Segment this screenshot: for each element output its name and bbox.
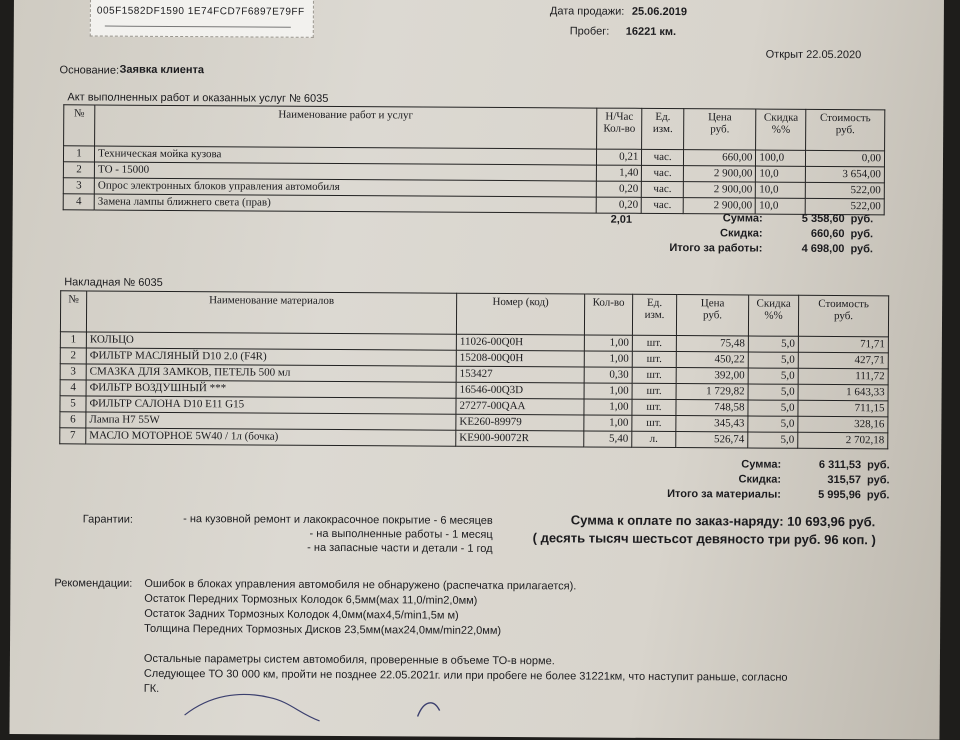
materials-total-currency: руб. bbox=[866, 489, 890, 502]
sale-date-label: Дата продажи: bbox=[549, 5, 625, 18]
materials-sum-value: 6 311,53 bbox=[818, 458, 862, 472]
works-discount-value: 660,60 bbox=[810, 227, 845, 241]
recommendation-line: Ошибок в блоках управления автомобиля не обнаружено (распечатка прилагается). bbox=[144, 577, 577, 593]
invoice-sheet bbox=[9, 0, 944, 740]
recommendation-line: Остальные параметры систем автомобиля, проверенные в объеме ТО-в норме. bbox=[143, 652, 555, 668]
materials-header-row bbox=[60, 291, 888, 337]
materials-sum-currency: руб. bbox=[867, 459, 890, 472]
table-row: 4 Замена лампы ближнего света (прав) 0,20 час. 2 900,00 10,0 522,00 bbox=[63, 194, 884, 215]
warranty-line: - на выполненные работы - 1 месяц bbox=[309, 527, 493, 541]
works-act-title: Акт выполненных работ и оказанных услуг № 6035 bbox=[67, 91, 329, 105]
materials-table bbox=[59, 290, 889, 449]
materials-total-label: Итого за материалы: bbox=[667, 487, 781, 501]
opened-date: Открыт 22.05.2020 bbox=[765, 48, 862, 62]
works-discount-label: Скидка: bbox=[720, 227, 763, 240]
works-table bbox=[63, 104, 886, 215]
works-discount-currency: руб. bbox=[850, 228, 874, 241]
col-hours: Н/Час Кол-во bbox=[596, 108, 642, 149]
col-name: Наименование работ и услуг bbox=[95, 105, 597, 149]
table-row: 7 МАСЛО МОТОРНОЕ 5W40 / 1л (бочка) KE900-90072R 5,40 л. 526,74 5,0 2 702,18 bbox=[60, 428, 888, 449]
works-sum-currency: руб. bbox=[850, 213, 874, 226]
warranty-line: - на кузовной ремонт и лакокрасочное покрытие - 6 месяцев bbox=[183, 513, 493, 527]
recommendation-line: ГК. bbox=[143, 682, 160, 695]
col-discount: Скидка %% bbox=[748, 295, 798, 336]
table-row: 2 ТО - 15000 1,40 час. 2 900,00 10,0 3 654,00 bbox=[63, 162, 884, 183]
works-total-label: Итого за работы: bbox=[669, 242, 763, 255]
barcode-label bbox=[90, 0, 314, 38]
works-sum-value: 5 358,60 bbox=[801, 212, 845, 226]
table-row: 1 Техническая мойка кузова 0,21 час. 660,00 100,0 0,00 bbox=[63, 146, 884, 167]
warranty-line: - на запасные части и детали - 1 год bbox=[307, 541, 493, 555]
sale-date-value: 25.06.2019 bbox=[631, 5, 688, 19]
materials-discount-value: 315,57 bbox=[827, 473, 862, 487]
works-sum-label: Сумма: bbox=[722, 212, 763, 225]
mileage-value: 16221 км. bbox=[625, 25, 677, 39]
warranty-label: Гарантии: bbox=[82, 513, 133, 526]
recommendation-line: Толщина Передних Тормозных Дисков 23,5мм(мах24,0мм/min22,0мм) bbox=[144, 622, 502, 637]
col-no: № bbox=[60, 291, 86, 332]
payment-total-words: ( десять тысяч шестьсот девяносто три руб. 96 коп. ) bbox=[532, 530, 876, 548]
recommendation-line: Остаток Передних Тормозных Колодок 6,5мм(мах 11,0/min2,0мм) bbox=[144, 592, 478, 607]
works-header-row bbox=[64, 105, 885, 151]
col-price: Цена руб. bbox=[676, 295, 748, 336]
recommendation-line: Следующее ТО 30 000 км, пройти не позднее 22.05.2021г. или при пробеге не более 31221км, что наступит раньше, согласно bbox=[143, 667, 788, 684]
payment-total: Сумма к оплате по заказ-наряду: 10 693,96 руб. bbox=[570, 512, 876, 530]
recommendations-label: Рекомендации: bbox=[54, 577, 133, 590]
col-discount: Скидка %% bbox=[756, 109, 806, 150]
col-price: Цена руб. bbox=[683, 109, 756, 150]
col-cost: Стоимость руб. bbox=[806, 109, 885, 150]
document-code: 005F1582DF1590 1E74FCD7F6897E79FF bbox=[96, 5, 305, 18]
works-hours-total: 2,01 bbox=[610, 213, 633, 226]
stamp-stroke bbox=[414, 696, 444, 722]
materials-sum-label: Сумма: bbox=[741, 458, 782, 471]
table-row: 3 СМАЗКА ДЛЯ ЗАМКОВ, ПЕТЕЛЬ 500 мл 153427 0,30 шт. 392,00 5,0 111,72 bbox=[60, 364, 888, 385]
works-total-currency: руб. bbox=[850, 243, 874, 256]
code-underline bbox=[105, 26, 291, 28]
table-row: 4 ФИЛЬТР ВОЗДУШНЫЙ *** 16546-00Q3D 1,00 шт. 1 729,82 5,0 1 643,33 bbox=[60, 380, 888, 401]
col-no: № bbox=[64, 105, 95, 146]
table-row: 2 ФИЛЬТР МАСЛЯНЫЙ D10 2.0 (F4R) 15208-00Q0H 1,00 шт. 450,22 5,0 427,71 bbox=[60, 348, 888, 369]
table-row: 5 ФИЛЬТР САЛОНА D10 E11 G15 27277-00QAA 1,00 шт. 748,58 5,0 711,15 bbox=[60, 396, 888, 417]
mileage-label: Пробег: bbox=[569, 25, 610, 38]
table-row: 3 Опрос электронных блоков управления автомобиля 0,20 час. 2 900,00 10,0 522,00 bbox=[63, 178, 884, 199]
basis-value: Заявка клиента bbox=[119, 63, 205, 77]
table-row: 6 Лампа H7 55W KE260-89979 1,00 шт. 345,43 5,0 328,16 bbox=[60, 412, 888, 433]
col-unit: Ед. изм. bbox=[632, 294, 676, 335]
materials-discount-label: Скидка: bbox=[738, 473, 782, 486]
works-total-value: 4 698,00 bbox=[801, 242, 845, 256]
recommendation-line: Остаток Задних Тормозных Колодок 4,0мм(мах4,5/min1,5м м) bbox=[144, 607, 459, 622]
materials-total-value: 5 995,96 bbox=[818, 488, 861, 502]
col-code: Номер (код) bbox=[456, 293, 584, 335]
basis-label: Основание: bbox=[59, 64, 120, 77]
col-qty: Кол-во bbox=[584, 294, 632, 335]
materials-discount-currency: руб. bbox=[867, 474, 890, 487]
materials-title: Накладная № 6035 bbox=[64, 276, 163, 289]
col-name: Наименование материалов bbox=[86, 291, 456, 334]
table-row: 1 КОЛЬЦО 11026-00Q0H 1,00 шт. 75,48 5,0 71,71 bbox=[60, 332, 888, 353]
col-cost: Стоимость руб. bbox=[798, 295, 888, 337]
col-unit: Ед. изм. bbox=[642, 108, 684, 149]
